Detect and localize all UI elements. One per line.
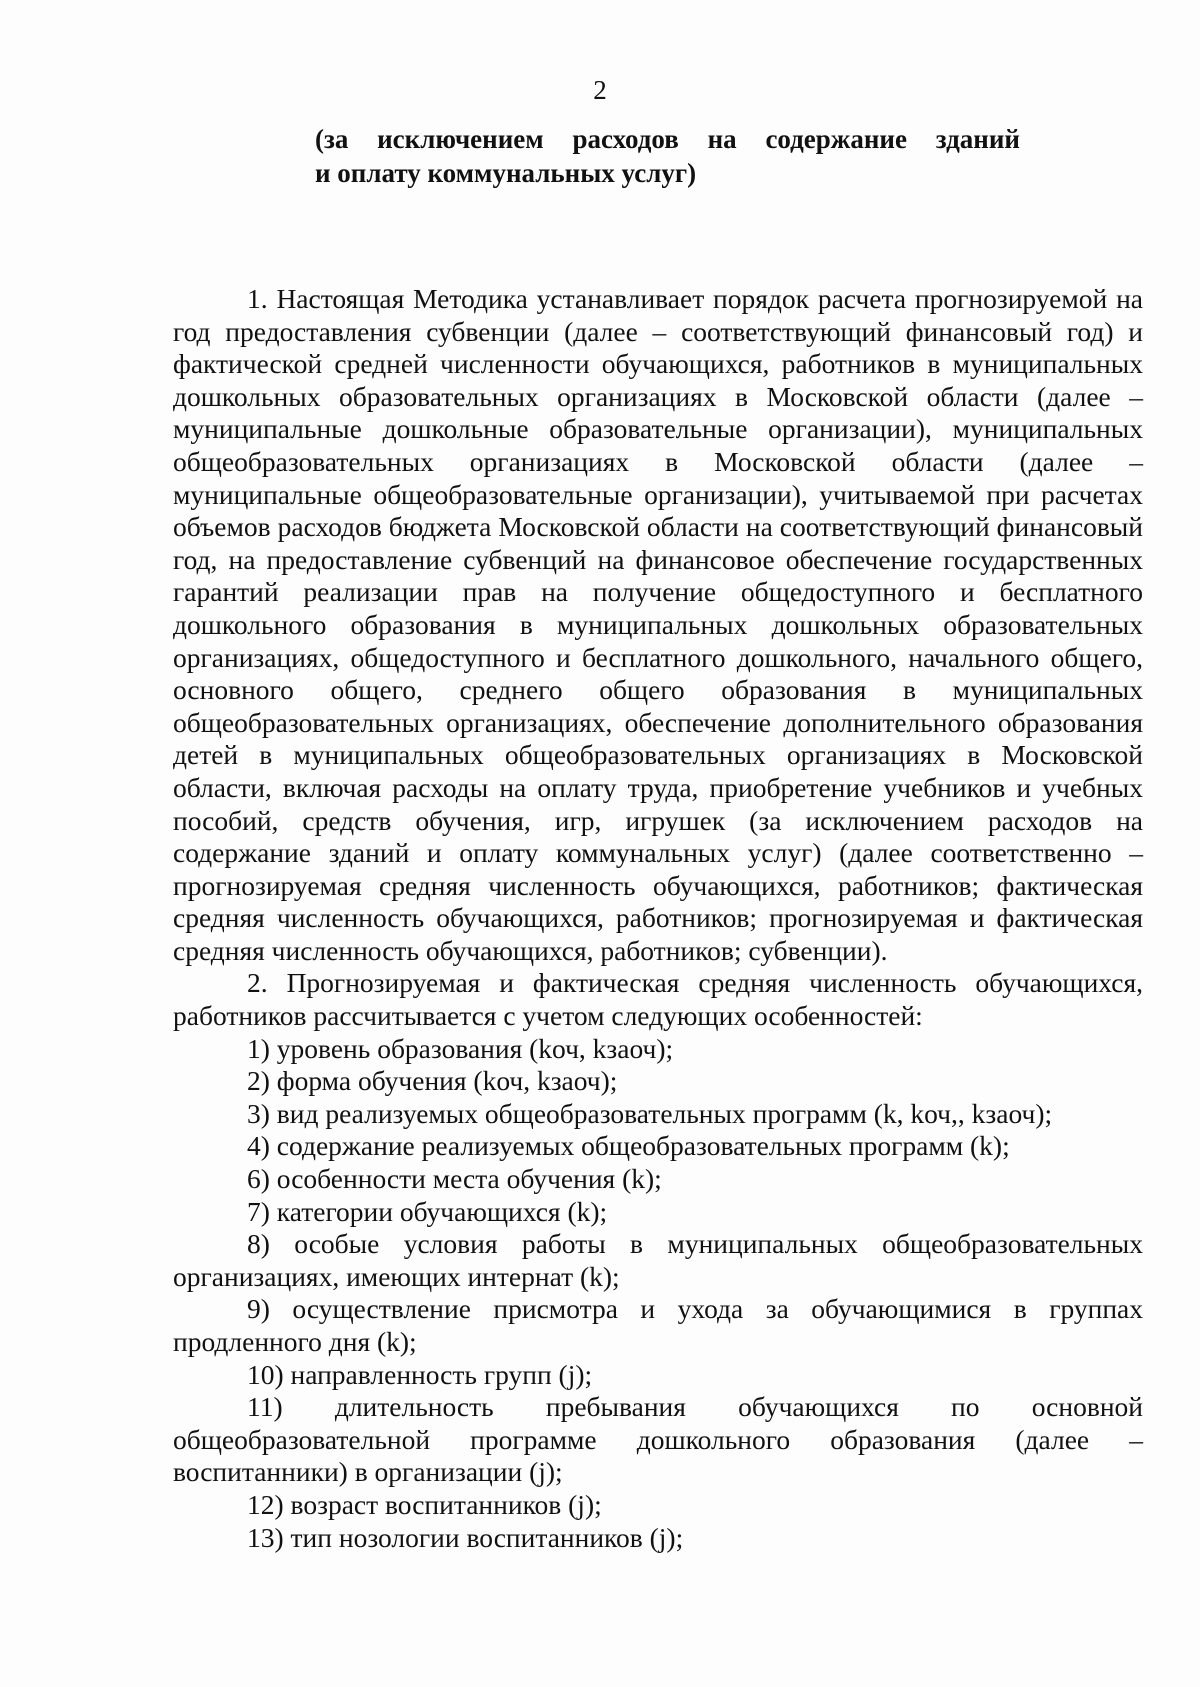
list-item: 13) тип нозологии воспитанников (j); — [247, 1521, 684, 1553]
list-item: 2) форма обучения (kоч, kзаоч); — [247, 1065, 618, 1097]
list-item: 11) длительность пребывания обучающихся по основной общеобразовательной программе дошкольного образования (далее – воспитанники) в организации (j); — [173, 1391, 1143, 1488]
list-item: 12) возраст воспитанников (j); — [247, 1488, 602, 1520]
title-line-2: и оплату коммунальных услуг) — [315, 158, 697, 188]
list-item: 7) категории обучающихся (k); — [247, 1195, 608, 1227]
document-body — [173, 283, 1143, 1554]
page-number: 2 — [593, 75, 607, 105]
title-word: расходов — [572, 124, 679, 154]
paragraph-1: 1. Настоящая Методика устанавливает порядок расчета прогнозируемой на год предоставления субвенции (далее – соответствующий финансовый год) и фактической средней численности обучающихся, работников в муниципальных дошкольных образовательных организациях в Московской области (далее – муниципальные дошкольные образовательные организации), муниципальных общеобразовательных организациях в Московской области (далее – муниципальные общеобразовательные организации), учитываемой при расчетах объемов расходов бюджета Московской области на соответствующий финансовый год, на предоставление субвенций на финансовое обеспечение государственных гарантий реализации прав на получение общедоступного и бесплатного дошкольного образования в муниципальных дошкольных образовательных организациях, общедоступного и бесплатного дошкольного, начального общего, основного общего, среднего общего образования в муниципальных общеобразовательных организациях, обеспечение дополнительного образования детей в муниципальных общеобразовательных организациях в Московской области, включая расходы на оплату труда, приобретение учебников и учебных пособий, средств обучения, игр, игрушек (за исключением расходов на содержание зданий и оплату коммунальных услуг) (далее соответственно – прогнозируемая средняя численность обучающихся, работников; фактическая средняя численность обучающихся, работников; прогнозируемая и фактическая средняя численность обучающихся, работников; субвенции). — [173, 283, 1143, 966]
list-item: 10) направленность групп (j); — [247, 1358, 593, 1390]
title-word: зданий — [935, 124, 1020, 154]
title-word: исключением — [377, 124, 544, 154]
list-item: 1) уровень образования (kоч, kзаоч); — [247, 1032, 674, 1064]
list-item: 3) вид реализуемых общеобразовательных программ (k, kоч,, kзаоч); — [247, 1097, 1053, 1129]
title-word: (за — [315, 124, 349, 154]
paragraph-2: 2. Прогнозируемая и фактическая средняя численность обучающихся, работников рассчитывается с учетом следующих особенностей: — [173, 967, 1143, 1032]
list-item: 9) осуществление присмотра и ухода за обучающимися в группах продленного дня (k); — [173, 1293, 1143, 1357]
title-word: на — [707, 124, 737, 154]
title-word: содержание — [765, 124, 907, 154]
list-item: 4) содержание реализуемых общеобразовательных программ (k); — [247, 1130, 1010, 1162]
document-title — [315, 122, 1020, 190]
title-line-1 — [315, 122, 1020, 156]
list-item: 8) особые условия работы в муниципальных общеобразовательных организациях, имеющих интернат (k); — [173, 1228, 1143, 1292]
list-item: 6) особенности места обучения (k); — [247, 1163, 662, 1195]
